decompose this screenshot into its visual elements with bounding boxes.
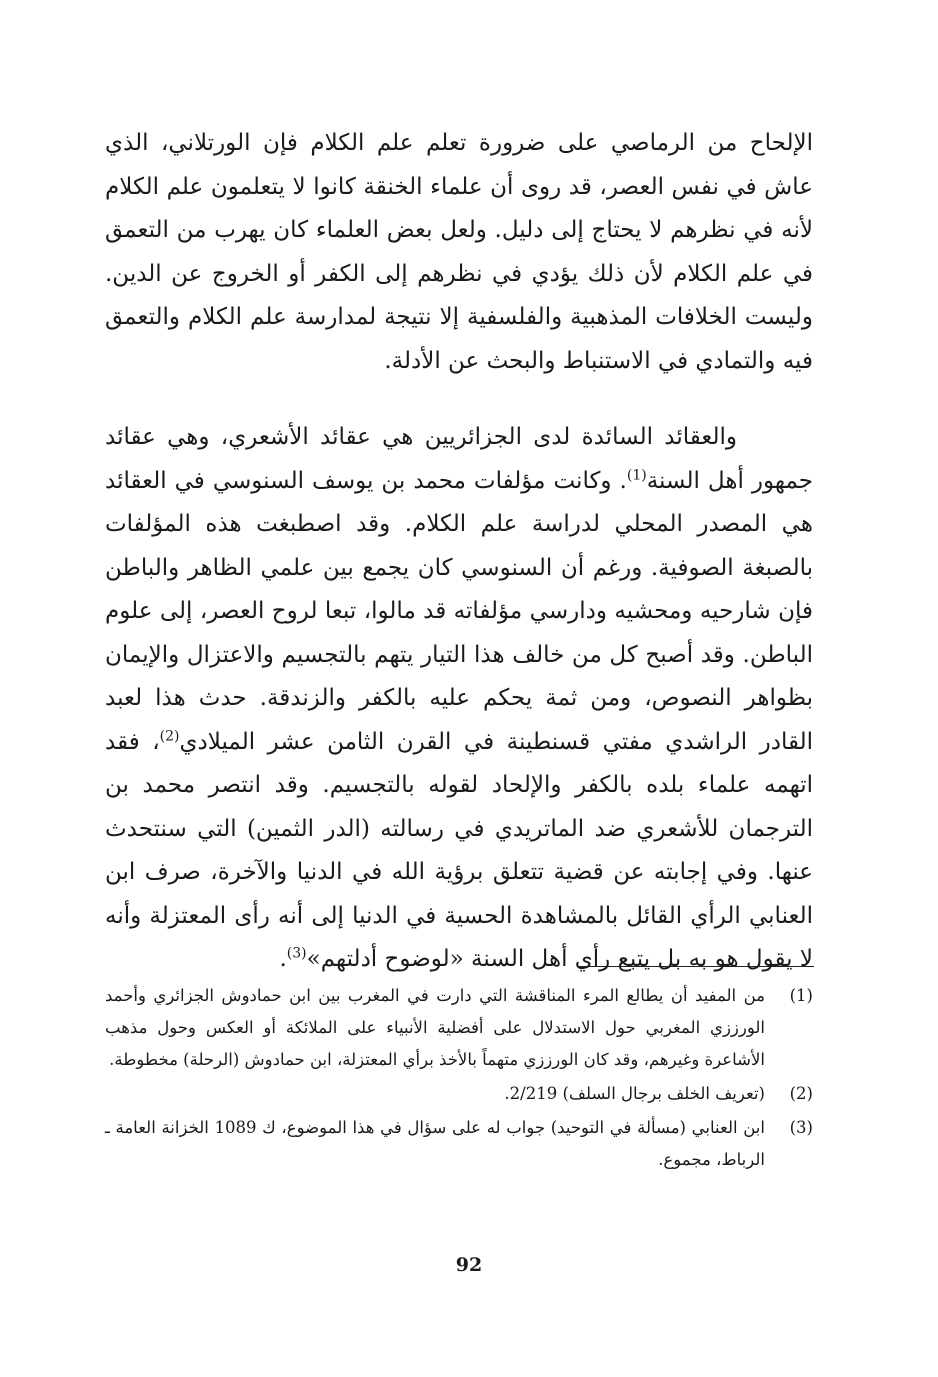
footnote-text: من المفيد أن يطالع المرء المناقشة التي دارت في المغرب بين ابن حمادوش الجزائري وأحمد الورززي المغربي حول الاستدلال على أفضلية الأنبياء على الملائكة أو العكس وحول مذهب الأشاعرة وغيرهم، وقد كان الورززي متهماً بالأخذ برأي المعتزلة، ابن حمادوش (الرحلة) مخطوطة.	[105, 986, 765, 1069]
body-paragraph-1: الإلحاح من الرماصي على ضرورة تعلم علم الكلام فإن الورتلاني، الذي عاش في نفس العصر، قد روى أن علماء الخنقة كانوا لا يتعلمون علم الكلام لأنه في نظرهم لا يحتاج إلى دليل. ولعل بعض العلماء كان يهرب من التعمق في علم الكلام لأن ذلك يؤدي في نظرهم إلى الكفر أو الخروج عن الدين. وليست الخلافات المذهبية والفلسفية إلا نتيجة لمدارسة علم الكلام والتعمق فيه والتمادي في الاستنباط والبحث عن الأدلة.	[105, 130, 813, 374]
footnotes	[105, 980, 813, 1178]
paragraph-2-text-c: ، فقد اتهمه علماء بلده بالكفر والإلحاد لقوله بالتجسيم. وقد انتصر محمد بن الترجمان للأشعري ضد الماتريدي في رسالته (الدر الثمين) التي سنتحدث عنها. وفي إجابته عن قضية تتعلق برؤية الله في الدنيا والآخرة، صرف ابن العنابي الرأي القائل بالمشاهدة الحسية في الدنيا إلى أنه رأى المعتزلة وأنه لا يقول هو به بل يتبع رأي أهل السنة «لوضوح أدلتهم»	[105, 728, 813, 972]
footnote-ref-2: (2)	[159, 727, 180, 744]
footnote-3	[105, 1112, 813, 1176]
page-number: 92	[455, 1254, 483, 1276]
paragraph-2-text-b: . وكانت مؤلفات محمد بن يوسف السنوسي في العقائد هي المصدر المحلي لدراسة علم الكلام. وقد اصطبغت هذه المؤلفات بالصبغة الصوفية. ورغم أن السنوسي كان يجمع بين علمي الظاهر والباطن فإن شارحيه ومحشيه ودارسي مؤلفاته قد مالوا، تبعا لروح العصر، إلى علوم الباطن. وقد أصبح كل من خالف هذا التيار يتهم بالتجسيم والاعتزال والإيمان بظواهر النصوص، ومن ثمة يحكم عليه بالكفر والزندقة. حدث هذا لعبد القادر الراشدي مفتي قسنطينة في القرن الثامن عشر الميلادي	[105, 467, 813, 755]
paragraph-2-text-a: والعقائد السائدة لدى الجزائريين هي عقائد الأشعري، وهي عقائد جمهور أهل السنة	[105, 424, 813, 494]
footnote-2	[105, 1078, 813, 1110]
footnote-number: (3)	[789, 1118, 813, 1137]
footnote-text: ابن العنابي (مسألة في التوحيد) جواب له على سؤال في هذا الموضوع، ك 1089 الخزانة العامة ـ الرباط، مجموع.	[105, 1118, 765, 1169]
body-paragraph-2	[105, 416, 813, 982]
footnote-ref-1: (1)	[626, 466, 647, 483]
footnote-ref-3: (3)	[286, 945, 307, 962]
footnote-text: (تعريف الخلف برجال السلف) 2/219.	[504, 1084, 765, 1103]
footnote-number: (1)	[789, 986, 813, 1005]
footnote-number: (2)	[789, 1084, 813, 1103]
footnote-1	[105, 980, 813, 1076]
footnote-separator	[578, 966, 814, 967]
paragraph-2-text-d: .	[279, 946, 287, 972]
